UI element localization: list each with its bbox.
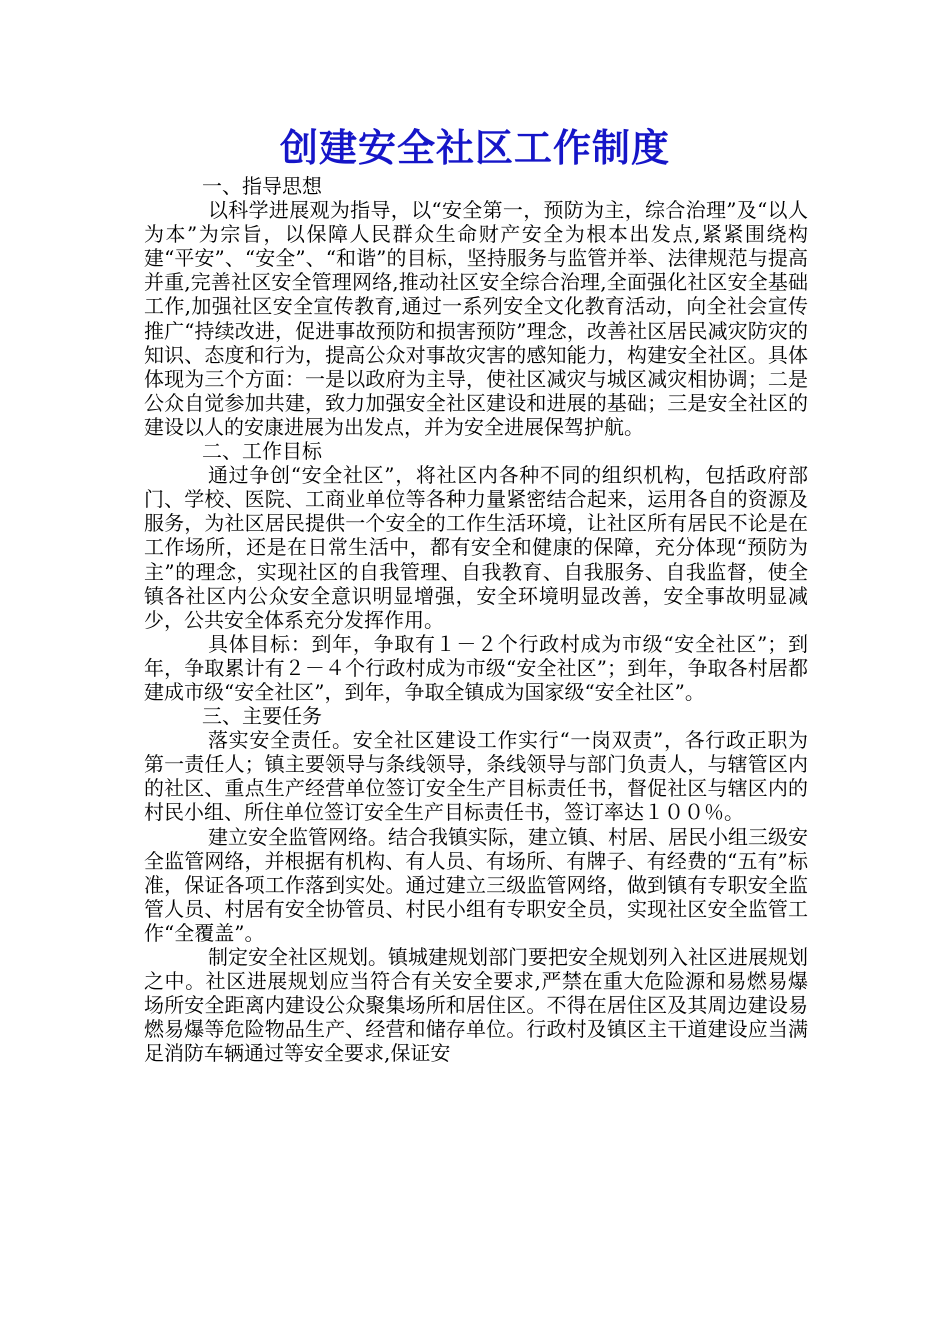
paragraph-safety-responsibility: 落实安全责任。安全社区建设工作实行“一岗双责”，各行政正职为第一责任人；镇主要领导与条线领导，条线领导与部门负责人，与辖管区内的社区、重点生产经营单位签订安全生产目标责任书，督促社区与辖区内的村民小组、所住单位签订安全生产目标责任书，签订率达１００％。 [144,728,808,825]
paragraph-supervision-network: 建立安全监管网络。结合我镇实际，建立镇、村居、居民小组三级安全监管网络，并根据有机构、有人员、有场所、有牌子、有经费的“五有”标准，保证各项工作落到实处。通过建立三级监管网络，做到镇有专职安全监管人员、村居有安全协管员、村民小组有专职安全员，实现社区安全监管工作“全覆盖”。 [144,824,808,945]
section-heading-main-tasks: 三、主要任务 [202,704,322,729]
paragraph-work-goals: 通过争创“安全社区”，将社区内各种不同的组织机构，包括政府部门、学校、医院、工商业单位等各种力量紧密结合起来，运用各自的资源及服务，为社区居民提供一个安全的工作生活环境，让社区所有居民不论是在工作场所，还是在日常生活中，都有安全和健康的保障，充分体现“预防为主”的理念，实现社区的自我管理、自我教育、自我服务、自我监督，使全镇各社区内公众安全意识明显增强，安全环境明显改善，安全事故明显减少，公共安全体系充分发挥作用。 [144,463,808,632]
paragraph-specific-goals: 具体目标：到年，争取有１－２个行政村成为市级“安全社区”；到年，争取累计有２－４个行政村成为市级“安全社区”；到年，争取各村居都建成市级“安全社区”，到年，争取全镇成为国家级“安全社区”。 [144,631,808,704]
paragraph-guiding-thought: 以科学进展观为指导，以“安全第一，预防为主，综合治理”及“以人为本”为宗旨，以保障人民群众生命财产安全为根本出发点,紧紧围绕构建“平安”、“安全”、“和谐”的目标，坚持服务与监管并举、法律规范与提高并重,完善社区安全管理网络,推动社区安全综合治理,全面强化社区安全基础工作,加强社区安全宣传教育,通过一系列安全文化教育活动，向全社会宣传推广“持续改进，促进事故预防和损害预防”理念，改善社区居民减灾防灾的知识、态度和行为，提高公众对事故灾害的感知能力，构建安全社区。具体体现为三个方面：一是以政府为主导，使社区减灾与城区减灾相协调；二是公众自觉参加共建，致力加强安全社区建设和进展的基础；三是安全社区的建设以人的安康进展为出发点，并为安全进展保驾护航。 [144,198,808,439]
section-heading-work-goals: 二、工作目标 [202,439,322,464]
paragraph-community-planning: 制定安全社区规划。镇城建规划部门要把安全规划列入社区进展规划之中。社区进展规划应当符合有关安全要求,严禁在重大危险源和易燃易爆场所安全距离内建设公众聚集场所和居住区。不得在居住区及其周边建设易燃易爆等危险物品生产、经营和储存单位。行政村及镇区主干道建设应当满足消防车辆通过等安全要求,保证安 [144,945,808,1066]
document-title: 创建安全社区工作制度 [279,126,670,170]
document-body [144,174,808,1065]
section-heading-guiding-thought: 一、指导思想 [202,174,322,198]
